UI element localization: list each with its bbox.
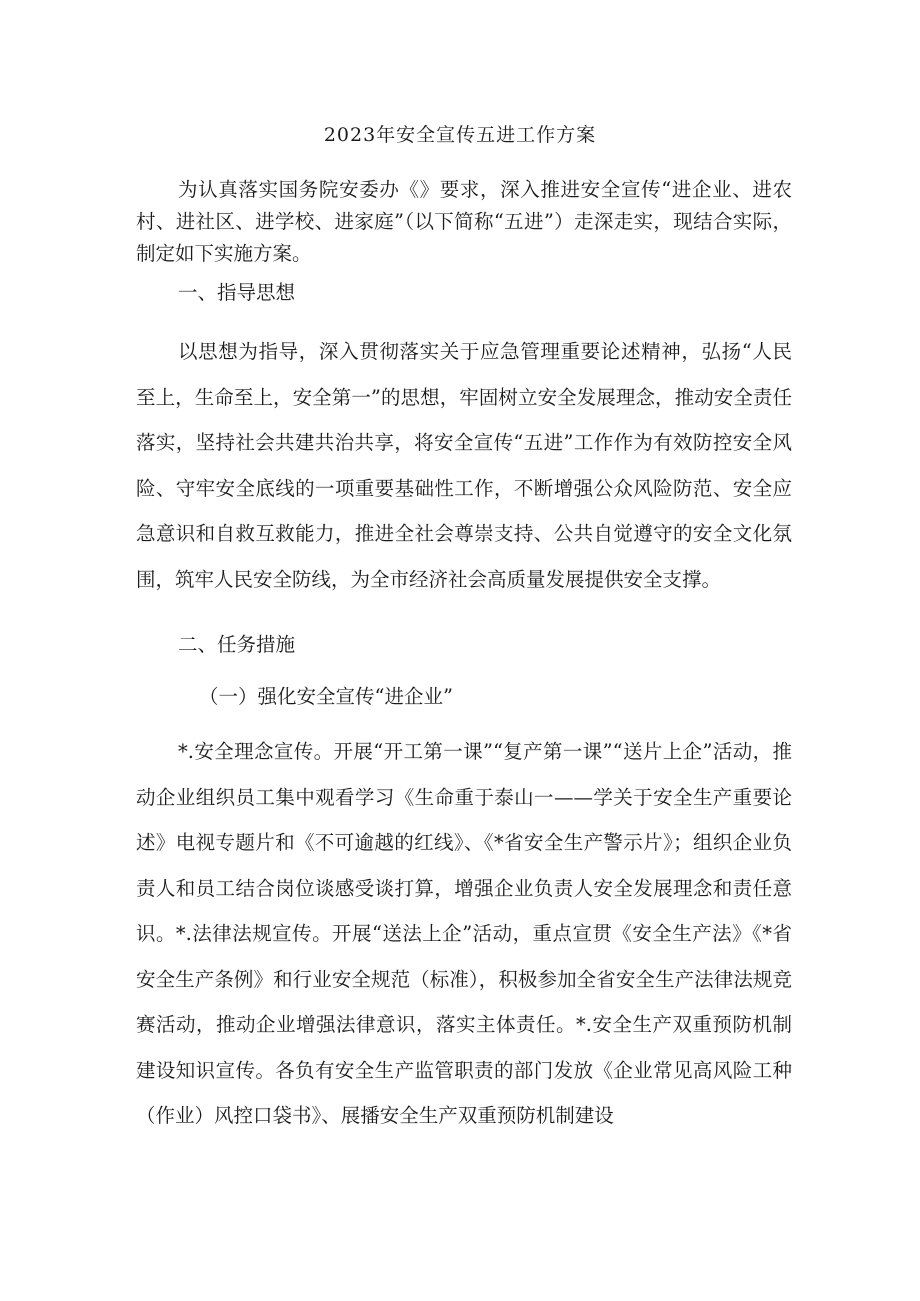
subsection-heading-enterprise: （一）强化安全宣传“进企业” [199,685,453,708]
section-heading-task-measures: 二、任务措施 [178,633,296,656]
document-title: 2023年安全宣传五进工作方案 [323,124,597,146]
section-heading-guiding-ideology: 一、指导思想 [178,281,296,304]
enterprise-paragraph: *.安全理念宣传。开展“开工第一课”“复产第一课”“送片上企”活动，推动企业组织员工集中观看学习《生命重于泰山一——学关于安全生产重要论述》电视专题片和《不可逾越的红线》、《*省安全生产警示片》；组织企业负责人和员工结合岗位谈感受谈打算，增强企业负责人安全发展理念和责任意识。*.法律法规宣传。开展“送法上企”活动，重点宣贯《安全生产法》《*省安全生产条例》和行业安全规范（标准），积极参加全省安全生产法律法规竞赛活动，推动企业增强法律意识，落实主体责任。*.安全生产双重预防机制建设知识宣传。各负有安全生产监管职责的部门发放《企业常见高风险工种（作业）风控口袋书》、展播安全生产双重预防机制建设 [136,740,792,1127]
intro-paragraph: 为认真落实国务院安委办《》要求，深入推进安全宣传“进企业、进农村、进社区、进学校、进家庭”（以下简称“五进”）走深走实，现结合实际，制定如下实施方案。 [136,178,792,265]
guiding-ideology-paragraph: 以思想为指导，深入贯彻落实关于应急管理重要论述精神，弘扬“人民至上，生命至上，安全第一”的思想，牢固树立安全发展理念，推动安全责任落实，坚持社会共建共治共享，将安全宣传“五进”工作作为有效防控安全风险、守牢安全底线的一项重要基础性工作，不断增强公众风险防范、安全应急意识和自救互救能力，推进全社会尊崇支持、公共自觉遵守的安全文化氛围，筑牢人民安全防线，为全市经济社会高质量发展提供安全支撑。 [136,340,792,591]
